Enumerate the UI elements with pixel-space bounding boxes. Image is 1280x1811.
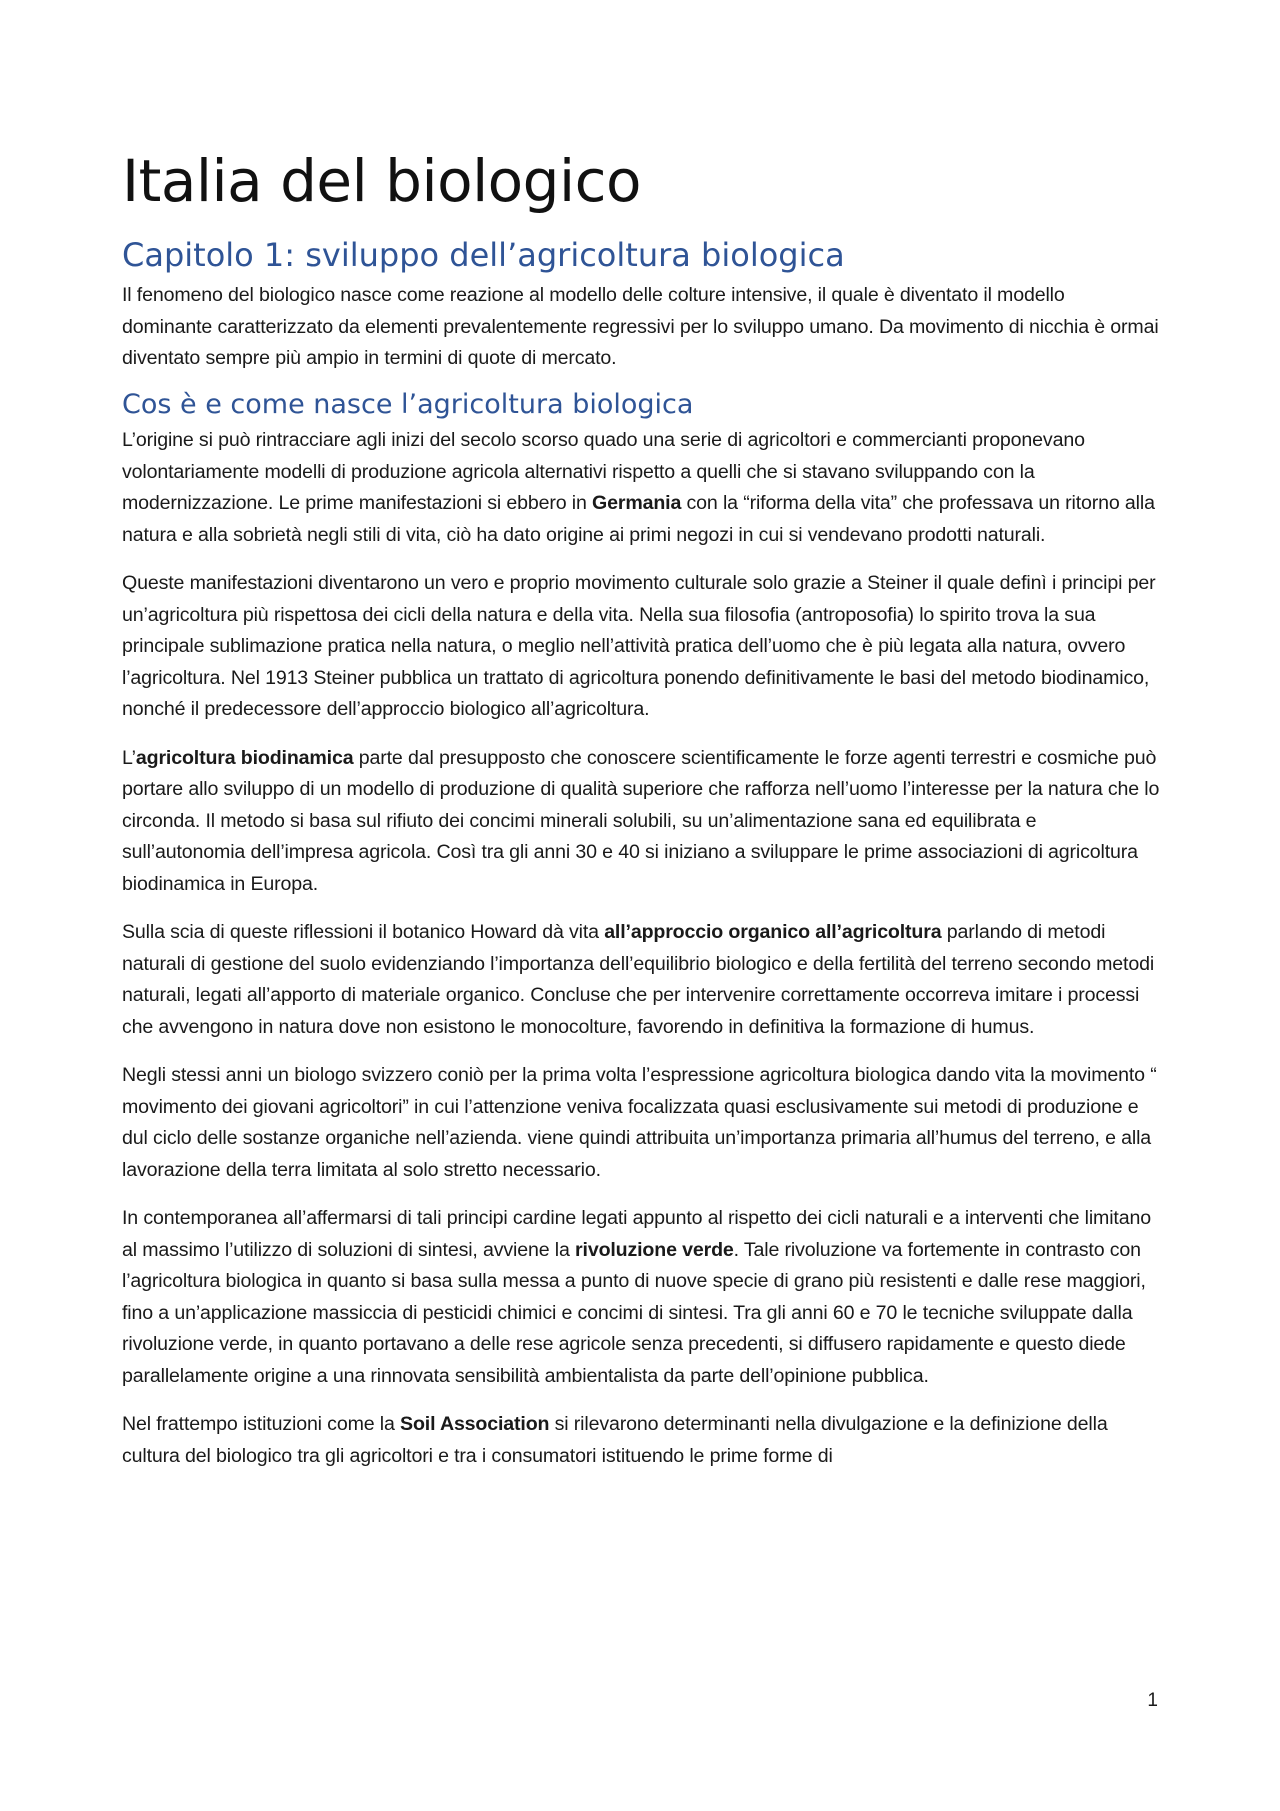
bold-term-green-revolution: rivoluzione verde [575, 1238, 734, 1261]
paragraph-howard [122, 917, 1160, 1043]
paragraph-text: In contemporanea all’affermarsi di tali principi cardine legati appunto al rispetto dei cicli naturali e a interventi che limitano al massimo l’utilizzo di soluzioni di sintesi, avviene la [122, 1207, 1151, 1261]
paragraph-biodynamic [122, 743, 1160, 901]
paragraph-text: parlando di metodi naturali di gestione del suolo evidenziando l’importanza dell’equilibrio biologico e della fertilità del terreno secondo metodi naturali, legati all’apporto di materiale organico. Concluse che per intervenire correttamente occorreva imitare i processi che avvengono in natura dove non esistono le monocolture, favorendo in definitiva la formazione di humus. [122, 921, 1155, 1038]
paragraph-origins [122, 425, 1160, 551]
bold-term-germania: Germania [592, 492, 682, 515]
bold-term-organic-approach: all’approccio organico all’agricoltura [604, 921, 942, 944]
paragraph-text: . Tale rivoluzione va fortemente in contrasto con l’agricoltura biologica in quanto si basa sulla messa a punto di nuove specie di grano più resistenti e dalle rese maggiori, fino a un’applicazione massiccia di pesticidi chimici e concimi di sintesi. Tra gli anni 60 e 70 le tecniche sviluppate dalla rivoluzione verde, in quanto portavano a delle rese agricole senza precedenti, si diffusero rapidamente e questo diede parallelamente origine a una rinnovata sensibilità ambientalista da parte dell’opinione pubblica. [122, 1238, 1146, 1387]
bold-term-biodynamic: agricoltura biodinamica [135, 746, 354, 769]
paragraph-steiner: Queste manifestazioni diventarono un vero e proprio movimento culturale solo grazie a Steiner il quale definì i principi per un’agricoltura più rispettosa dei cicli della natura e della vita. Nella sua filosofia (antroposofia) lo spirito trova la sua principale sublimazione pratica nella natura, o meglio nell’attività pratica dell’uomo che è più legata alla natura, ovvero l’agricoltura. Nel 1913 Steiner pubblica un trattato di agricoltura ponendo definitivamente le basi del metodo biodinamico, nonché il predecessore dell’approccio biologico all’agricoltura. [122, 572, 1156, 721]
section-heading: Cos è e come nasce l’agricoltura biologica [122, 388, 694, 420]
bold-term-soil-association: Soil Association [400, 1413, 550, 1436]
paragraph-text: con la “riforma della vita” che professava un ritorno alla natura e alla sobrietà negli stili di vita, ciò ha dato origine ai primi negozi in cui si vendevano prodotti naturali. [122, 492, 1155, 546]
paragraph-text: Nel frattempo istituzioni come la [122, 1413, 401, 1436]
intro-paragraph: Il fenomeno del biologico nasce come reazione al modello delle colture intensive, il quale è diventato il modello dominante caratterizzato da elementi prevalentemente regressivi per lo sviluppo umano. Da movimento di nicchia è ormai diventato sempre più ampio in termini di quote di mercato. [122, 284, 1159, 370]
page-number: 1 [1147, 1690, 1158, 1711]
paragraph-text: L’origine si può rintracciare agli inizi del secolo scorso quado una serie di agricoltori e commercianti proponevano volontariamente modelli di produzione agricola alternativi rispetto a quelli che si stavano sviluppando con la modernizzazione. Le prime manifestazioni si ebbero in [122, 429, 1085, 515]
paragraph-soil-association [122, 1409, 1160, 1472]
paragraph-text: parte dal presupposto che conoscere scientificamente le forze agenti terrestri e cosmiche può portare allo sviluppo di un modello di produzione di qualità superiore che rafforza nell’uomo l’interesse per la natura che lo circonda. Il metodo si basa sul rifiuto dei concimi minerali solubili, su un’alimentazione sana ed equilibrata e sull’autonomia dell’impresa agricola. Così tra gli anni 30 e 40 si iniziano a sviluppare le prime associazioni di agricoltura biodinamica in Europa. [122, 746, 1160, 895]
paragraph-text: si rilevarono determinanti nella divulgazione e la definizione della cultura del biologico tra gli agricoltori e tra i consumatori istituendo le prime forme di [122, 1413, 1108, 1467]
document-title: Italia del biologico [122, 147, 641, 215]
chapter-heading: Capitolo 1: sviluppo dell’agricoltura biologica [122, 235, 845, 274]
paragraph-swiss-biologist: Negli stessi anni un biologo svizzero coniò per la prima volta l’espressione agricoltura biologica dando vita la movimento “ movimento dei giovani agricoltori” in cui l’attenzione veniva focalizzata quasi esclusivamente sui metodi di produzione e dul ciclo delle sostanze organiche nell’azienda. viene quindi attribuita un’importanza primaria all’humus del terreno, e alla lavorazione della terra limitata al solo stretto necessario. [122, 1064, 1157, 1181]
paragraph-text: Sulla scia di queste riflessioni il botanico Howard dà vita [122, 921, 605, 944]
paragraph-green-revolution [122, 1203, 1160, 1392]
paragraph-text: L’ [122, 746, 136, 769]
